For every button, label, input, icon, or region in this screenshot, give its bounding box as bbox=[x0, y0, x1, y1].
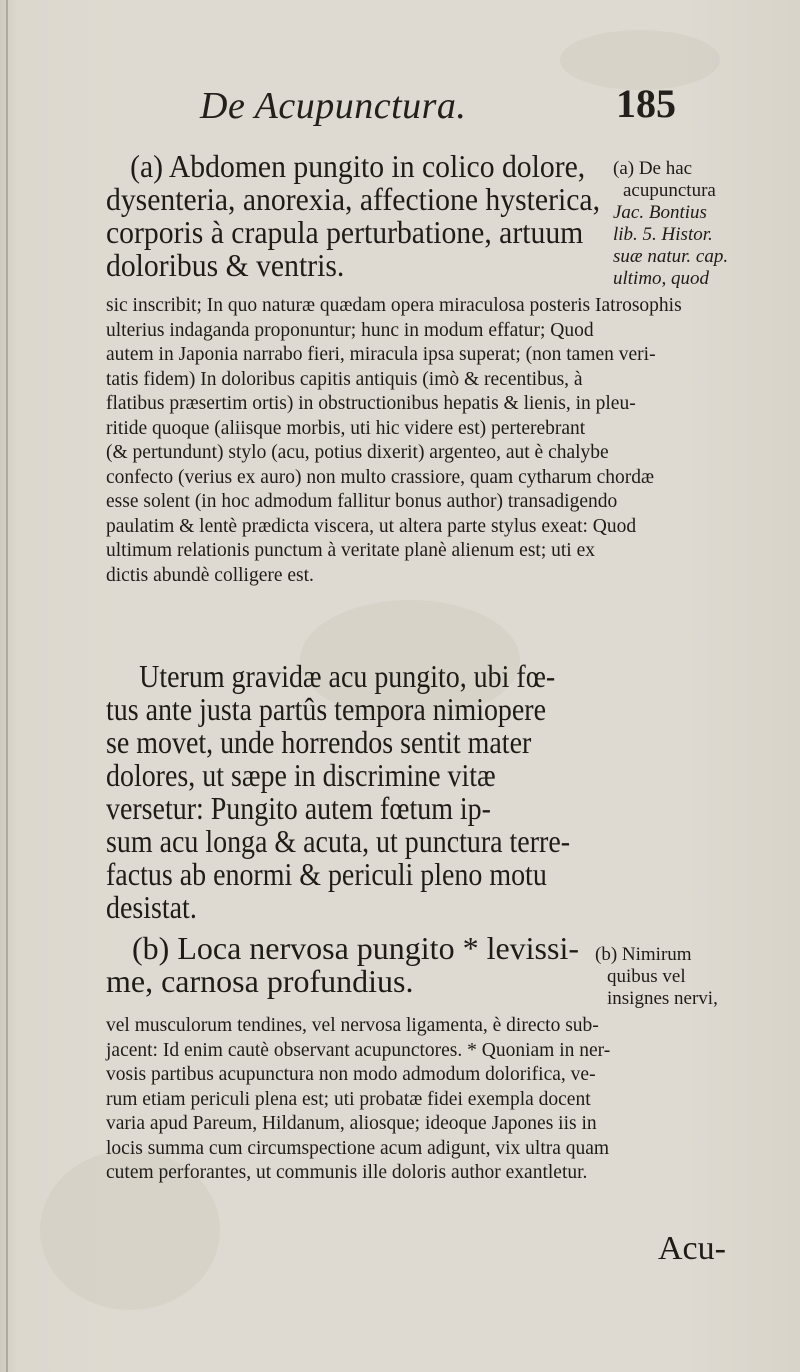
note-line: insignes nervi, bbox=[607, 988, 718, 1009]
note-line: (a) De hac bbox=[613, 158, 693, 179]
note-text-b bbox=[106, 1014, 610, 1186]
note-line: locis summa cum circumspectione acum adigunt, vix ultra quam bbox=[106, 1137, 610, 1159]
text-line: me, carnosa profundius. bbox=[106, 963, 414, 999]
note-line: (b) Nimirum bbox=[595, 944, 692, 965]
text-line: tus ante justa partûs tempora nimiopere bbox=[106, 691, 547, 727]
text-line: (b) Loca nervosa pungito * levissi- bbox=[132, 930, 579, 966]
marginal-note-b bbox=[595, 944, 718, 1010]
note-line: suæ natur. cap. bbox=[613, 246, 729, 267]
note-line: dictis abundè colligere est. bbox=[106, 564, 314, 586]
note-line: ultimum relationis punctum à veritate planè alienum est; uti ex bbox=[106, 540, 595, 561]
note-line: confecto (verius ex auro) non multo crassiore, quam cytharum chordæ bbox=[106, 466, 654, 488]
page-edge-line bbox=[6, 0, 8, 1372]
note-line: acupunctura bbox=[623, 180, 716, 201]
catchword: Acu- bbox=[658, 1230, 726, 1267]
note-line: esse solent (in hoc admodum fallitur bonus author) transadigendo bbox=[106, 491, 618, 512]
marginal-note-a bbox=[613, 158, 728, 290]
note-line: ritide quoque (aliisque morbis, uti hic videre est) perterebrant bbox=[106, 417, 586, 439]
note-text-a bbox=[106, 294, 682, 588]
note-line: autem in Japonia narrabo fieri, miracula ipsa superat; (non tamen veri- bbox=[106, 344, 656, 365]
note-line: lib. 5. Histor. bbox=[613, 224, 713, 245]
note-line: rum etiam periculi plena est; uti probatæ fidei exempla docent bbox=[106, 1088, 591, 1110]
text-line: dysenteria, anorexia, affectione hysterica, bbox=[106, 181, 600, 217]
running-head: De Acupunctura. bbox=[200, 85, 467, 127]
note-line: quibus vel bbox=[607, 966, 686, 987]
note-line: Jac. Bontius bbox=[613, 202, 707, 223]
text-line: sum acu longa & acuta, ut punctura terre- bbox=[106, 823, 571, 859]
text-line: corporis à crapula perturbatione, artuum bbox=[106, 214, 584, 250]
note-line: paulatim & lentè prædicta viscera, ut altera parte stylus exeat: Quod bbox=[106, 515, 637, 537]
text-line: (a) Abdomen pungito in colico dolore, bbox=[130, 148, 586, 184]
paragraph-loca-nervosa bbox=[106, 932, 579, 998]
text-line: se movet, unde horrendos sentit mater bbox=[106, 724, 532, 760]
paragraph-uterum bbox=[106, 660, 570, 924]
note-line: ulterius indaganda proponuntur; hunc in modum effatur; Quod bbox=[106, 319, 594, 341]
note-line: varia apud Pareum, Hildanum, aliosque; ideoque Japones iis in bbox=[106, 1113, 597, 1134]
note-line: flatibus præsertim ortis) in obstructionibus hepatis & lienis, in pleu- bbox=[106, 393, 636, 414]
note-line: vel musculorum tendines, vel nervosa ligamenta, è directo sub- bbox=[106, 1015, 599, 1036]
note-line: sic inscribit; In quo naturæ quædam opera miraculosa posteris Iatrosophis bbox=[106, 295, 682, 316]
text-line: Uterum gravidæ acu pungito, ubi fœ- bbox=[139, 658, 556, 694]
paragraph-abdomen bbox=[106, 150, 600, 282]
note-line: tatis fidem) In doloribus capitis antiquis (imò & recentibus, à bbox=[106, 368, 583, 390]
text-line: versetur: Pungito autem fœtum ip- bbox=[106, 790, 491, 826]
note-line: jacent: Id enim cautè observant acupunctores. * Quoniam in ner- bbox=[106, 1039, 611, 1061]
text-line: doloribus & ventris. bbox=[106, 247, 345, 283]
text-line: dolores, ut sæpe in discrimine vitæ bbox=[106, 757, 496, 793]
note-line: vosis partibus acupunctura non modo admodum dolorifica, ve- bbox=[106, 1064, 596, 1085]
note-line: ultimo, quod bbox=[613, 268, 710, 289]
text-line: desistat. bbox=[106, 889, 197, 925]
page-number: 185 bbox=[616, 81, 676, 126]
note-line: cutem perforantes, ut communis ille doloris author exantletur. bbox=[106, 1162, 588, 1183]
text-line: factus ab enormi & periculi pleno motu bbox=[106, 856, 547, 892]
note-line: (& pertundunt) stylo (acu, potius dixerit) argenteo, aut è chalybe bbox=[106, 442, 609, 463]
